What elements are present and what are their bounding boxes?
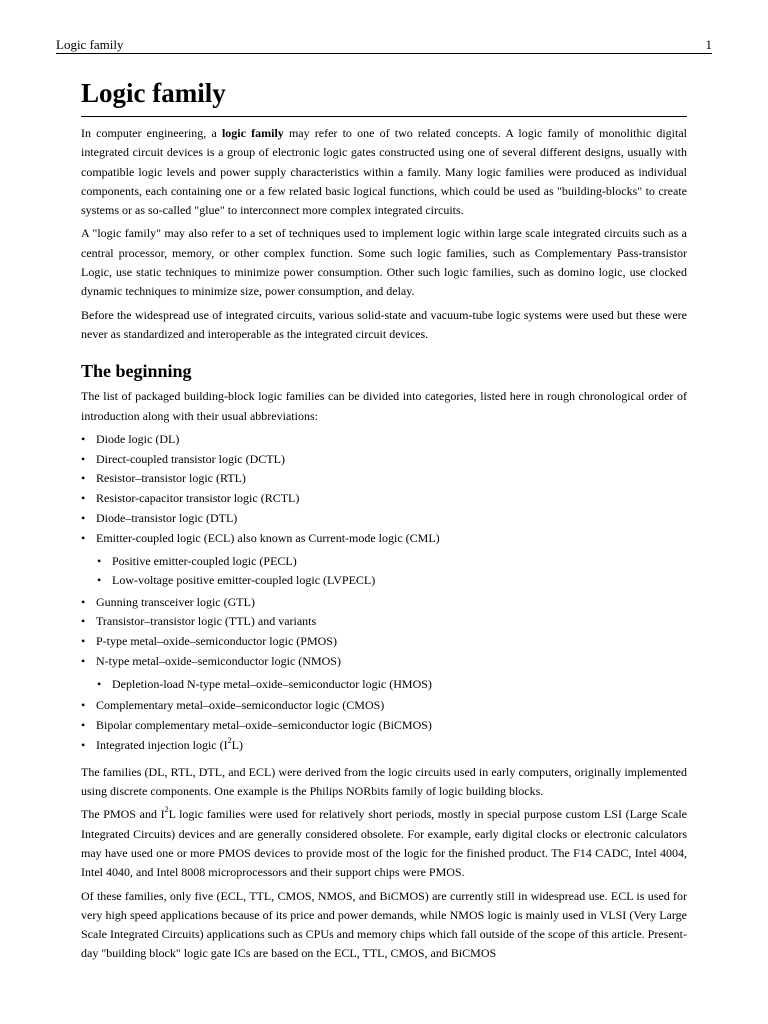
running-header xyxy=(56,37,712,54)
nmos-sublist xyxy=(97,675,687,695)
sublist-item: • Low-voltage positive emitter-coupled logic (LVPECL) xyxy=(97,571,687,591)
list-item: • Diode–transistor logic (DTL) xyxy=(81,509,687,529)
intro-paragraph-3: Before the widespread use of integrated circuits, various solid-state and vacuum-tube logic systems were used but these were never as standardized and interoperable as the integrated circuit devices. xyxy=(81,307,687,341)
intro-paragraph-2: A "logic family" may also refer to a set of techniques used to implement logic within large scale integrated circuits such as a central processor, memory, or other complex function. Some such logic families, such as Complementary Pass-transistor Logic, use static techniques to minimize power consumption. Other such logic families, such as domino logic, use clocked dynamic techniques to minimize size, power consumption, and delay. xyxy=(81,226,687,299)
list-item: • Bipolar complementary metal–oxide–semiconductor logic (BiCMOS) xyxy=(81,716,687,736)
families-paragraph: The families (DL, RTL, DTL, and ECL) were derived from the logic circuits used in early computers, originally implemented using discrete components. One example is the Philips NORbits family of logic building blocks. xyxy=(81,764,687,799)
running-header-title: Logic family xyxy=(56,37,124,52)
list-item: • Diode logic (DL) xyxy=(81,430,687,450)
list-item-i2l: • Integrated injection logic $(I^2L)$ xyxy=(81,736,687,756)
list-item: • Emitter-coupled logic (ECL) also known as Current-mode logic (CML) xyxy=(81,529,687,549)
list-item: • Complementary metal–oxide–semiconductor logic (CMOS) xyxy=(81,696,687,716)
list-item: • P-type metal–oxide–semiconductor logic (PMOS) xyxy=(81,632,687,652)
list-item: • Transistor–transistor logic (TTL) and variants xyxy=(81,612,687,632)
sublist-item: • Positive emitter-coupled logic (PECL) xyxy=(97,552,687,572)
pmos-paragraph: The PMOS and $I^2L$ logic families were used for relatively short periods, mostly in special purpose custom LSI (Large Scale Integrated Circuits) devices and are generally considered obsolete. For example, early digital clocks or electronic calculators may have used one or more PMOS devices to provide most of the logic for the finished product. The F14 CADC, Intel 4004, Intel 4040, and Intel 8008 microprocessors and their support chips were PMOS. xyxy=(81,805,687,880)
list-item: • Direct-coupled transistor logic (DCTL) xyxy=(81,450,687,470)
current-use-paragraph: Of these families, only five (ECL, TTL, CMOS, NMOS, and BiCMOS) are currently still in widespread use. ECL is used for very high speed applications because of its price and power demands, while NMOS logic is mainly used in VLSI (Very Large Scale Integrated Circuits) applications such as CPUs and memory chips which fall outside of the scope of this article. Present-day "building block" logic gate ICs are based on the ECL, TTL, CMOS, and BiCMOS xyxy=(81,888,687,961)
list-item: • Resistor–transistor logic (RTL) xyxy=(81,469,687,489)
ecl-sublist xyxy=(97,552,687,591)
logic-family-list-continued xyxy=(81,593,687,672)
list-item: • Gunning transceiver logic (GTL) xyxy=(81,593,687,613)
section-heading-beginning: The beginning xyxy=(81,361,192,382)
logic-family-list xyxy=(81,430,687,549)
article-title: Logic family xyxy=(81,76,687,117)
list-item: • N-type metal–oxide–semiconductor logic (NMOS) xyxy=(81,652,687,672)
page-number: 1 xyxy=(705,37,712,52)
beginning-lead-paragraph: The list of packaged building-block logic families can be divided into categories, listed here in rough chronological order of introduction along with their usual abbreviations: xyxy=(81,389,687,423)
sublist-item: • Depletion-load N-type metal–oxide–semiconductor logic (HMOS) xyxy=(97,675,687,695)
intro-paragraph-1: In computer engineering, a logic family may refer to one of two related concepts. A logic family of monolithic digital integrated circuit devices is a group of electronic logic gates constructed using one of several different designs, usually with compatible logic levels and power supply characteristics within a family. Many logic families were produced as individual components, each containing one or a few related basic logical functions, which could be used as "building-blocks" to create systems or as so-called "glue" to interconnect more complex integrated circuits. xyxy=(81,126,688,218)
list-item: • Resistor-capacitor transistor logic (RCTL) xyxy=(81,489,687,509)
logic-family-list-end xyxy=(81,696,687,755)
article-body xyxy=(81,76,687,968)
term-logic-family: logic family xyxy=(221,126,284,140)
